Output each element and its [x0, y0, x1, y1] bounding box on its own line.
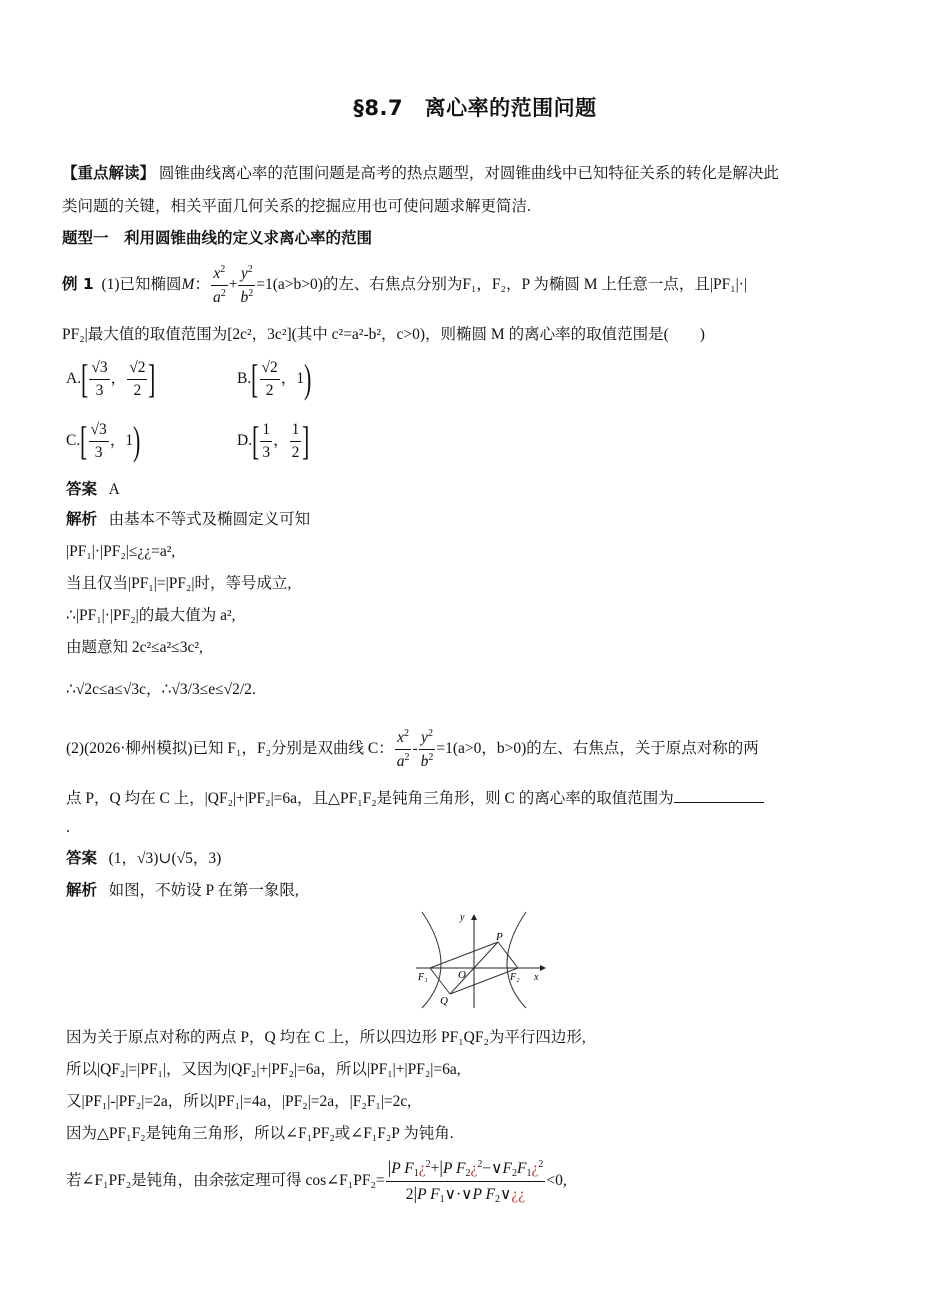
ex2-analysis-4: 若∠F₁PF₂是钝角，由余弦定理可得 cos∠F₁PF₂= [66, 1172, 385, 1190]
option-b: B. [ $\frac{√2}{2}$ ， 1 ) [237, 356, 312, 401]
ex1-answer-label: 答案 [66, 480, 98, 498]
hyperbola-figure [412, 908, 548, 1012]
option-a-label: A. [66, 370, 82, 388]
ex1-answer-line [66, 482, 120, 498]
fig-label-y: y [460, 912, 465, 923]
ex2-line-1b: =1(a>0，b>0)的左、右焦点，关于原点对称的两 [436, 740, 759, 758]
ex2-analysis-5: <0, [546, 1172, 567, 1190]
option-d-right-den: 2 [291, 443, 300, 461]
frac-x2-a2: $\frac{x^2}{a^2}$ [212, 264, 226, 306]
ex1-analysis-label: 解析 [66, 510, 98, 528]
fig-label-o: O [458, 969, 466, 981]
ex1-analysis-5: ∴√2c≤a≤√3c，∴√3/3≤e≤√2/2. [66, 681, 256, 698]
option-d: D. [ $\frac{1}{3}$ ， $\frac{1}{2}$ ] [237, 418, 310, 463]
ex2-analysis-2: 又|PF₁|-|PF₂|=2a，所以|PF₁|=4a，|PF₂|=2a，|F₂F₁|=2c, [66, 1093, 412, 1110]
ex2-analysis-label: 解析 [66, 881, 98, 899]
option-a: A. [ $\frac{√3}{3}$ ， $\frac{√2}{2}$ ] [66, 356, 156, 401]
ex2-line-2-text: 点 P，Q 均在 C 上，|QF₂|+|PF₂|=6a，且△PF₁F₂是钝角三角形，则 C 的离心率的取值范围为 [66, 790, 674, 807]
option-d-label: D. [237, 432, 253, 450]
option-a-close: ] [148, 356, 156, 401]
ex1-line-1: 例 1 (1)已知椭圆 M ： $\frac{x^2}{a^2}$ + $\frac{y^2}{b^2}$ =1( a>b>0)的左、右焦点分别为 F₁，F₂，P 为椭圆 M 上任意一点，且|PF₁|·| [62, 264, 748, 306]
option-a-left-num: √3 [89, 359, 109, 379]
option-b-left-den: 2 [265, 381, 274, 399]
ex1-cond-a: =1( [256, 276, 278, 294]
fig-label-f2: F₂ [510, 972, 520, 983]
fig-label-x: x [534, 972, 539, 983]
ex2-line-1a: (2)(2026·柳州模拟)已知 F₁，F₂分别是双曲线 C： [66, 740, 394, 758]
ex1-part: (1)已知椭圆 [101, 276, 182, 294]
option-b-label: B. [237, 370, 252, 388]
ex1-analysis-4: 由题意知 2c²≤a²≤3c², [66, 639, 203, 656]
intro-line-1 [62, 166, 779, 182]
option-a-left-den: 3 [95, 381, 104, 399]
ex1-curve: M [181, 276, 195, 294]
intro-tag: 【重点解读】 [62, 164, 156, 182]
ex1-line-2: PF₂|最大值的取值范围为[2c²，3c²](其中 c²=a²-b²，c>0)，则椭圆 M 的离心率的取值范围是( ) [62, 326, 705, 343]
ex1-analysis-0: 由基本不等式及椭圆定义可知 [108, 511, 311, 528]
section-heading: 题型一 利用圆锥曲线的定义求离心率的范围 [62, 229, 373, 247]
ex1-answer: A [108, 481, 120, 498]
option-d-close: ] [302, 418, 310, 463]
ex2-answer-label: 答案 [66, 849, 98, 867]
option-d-right-num: 1 [290, 421, 302, 441]
ex1-analysis-line-0 [66, 512, 310, 528]
option-d-left-num: 1 [260, 421, 272, 441]
ex2-analysis-first: 如图，不妨设 P 在第一象限, [108, 882, 299, 899]
intro-text-1: 圆锥曲线离心率的范围问题是高考的热点题型，对圆锥曲线中已知特征关系的转化是解决此 [158, 165, 779, 182]
intro-text-2: 类问题的关键，相关平面几何关系的挖掘应用也可使问题求解更简洁. [62, 198, 531, 215]
page-title: §8.7 离心率的范围问题 [353, 96, 597, 120]
ex2-line-2 [66, 790, 764, 807]
option-b-right: 1 [296, 370, 305, 388]
ex2-analysis-line-0 [66, 883, 299, 899]
ex1-label: 例 1 [62, 275, 94, 294]
ex1-analysis-2: 当且仅当|PF₁|=|PF₂|时，等号成立, [66, 575, 292, 592]
option-c-left-num: √3 [89, 421, 109, 441]
ex2-answer: (1，√3)∪(√5，3) [108, 850, 222, 867]
option-c-label: C. [66, 432, 81, 450]
option-a-right-den: 2 [133, 381, 142, 399]
option-c-close: ) [133, 418, 141, 463]
fig-label-p: P [496, 931, 503, 943]
option-b-close: ) [304, 356, 312, 401]
ex2-answer-line [66, 851, 221, 867]
ex1-cond-b: a>b>0)的左、右焦点分别为 [277, 276, 463, 294]
ex2-analysis-0: 因为关于原点对称的两点 P，Q 均在 C 上，所以四边形 PF₁QF₂为平行四边形, [66, 1029, 586, 1046]
ex1-analysis-1: |PF₁|·|PF₂|≤¿¿=a², [66, 543, 176, 560]
ex2-cos-line [66, 1156, 567, 1206]
ex2-analysis-3: 因为△PF₁F₂是钝角三角形，所以∠F₁PF₂或∠F₁F₂P 为钝角. [66, 1125, 454, 1142]
ex1-analysis-3: ∴|PF₁|·|PF₂|的最大值为 a², [66, 607, 236, 624]
option-a-right-num: √2 [127, 359, 147, 379]
ex2-line-3: . [66, 819, 70, 836]
option-c-right: 1 [125, 432, 134, 450]
frac2-x2-a2: $\frac{x^2}{a^2}$ [396, 728, 410, 770]
answer-blank [674, 790, 764, 803]
cos-fraction: $\frac{|P F_1¿^2+|P F_2¿^2-\vee F_2F_1¿^2}{2|P F_1\vee\cdot\vee P F_2\vee¿¿}$ [387, 1156, 544, 1205]
option-c: C. [ $\frac{√3}{3}$ ， 1 ) [66, 418, 141, 463]
ex2-analysis-1: 所以|QF₂|=|PF₁|，又因为|QF₂|+|PF₂|=6a，所以|PF₁|+|PF₂|=6a, [66, 1061, 461, 1078]
option-d-left-den: 3 [262, 443, 271, 461]
option-c-left-den: 3 [94, 443, 103, 461]
ex2-line-1: (2)(2026·柳州模拟)已知 F₁，F₂分别是双曲线 C： $\frac{x^2}{a^2}$ - $\frac{y^2}{b^2}$ =1(a>0，b>0)的左、右焦点，关于原点对称的两 [66, 728, 759, 770]
option-b-left-num: √2 [260, 359, 280, 379]
frac2-y2-b2: $\frac{y^2}{b^2}$ [420, 728, 434, 770]
frac-y2-b2: $\frac{y^2}{b^2}$ [240, 264, 254, 306]
ex1-foci: F₁，F₂，P 为椭圆 M 上任意一点，且|PF₁|·| [462, 276, 748, 294]
fig-label-q: Q [440, 995, 448, 1007]
fig-label-f1: F₁ [418, 972, 428, 983]
